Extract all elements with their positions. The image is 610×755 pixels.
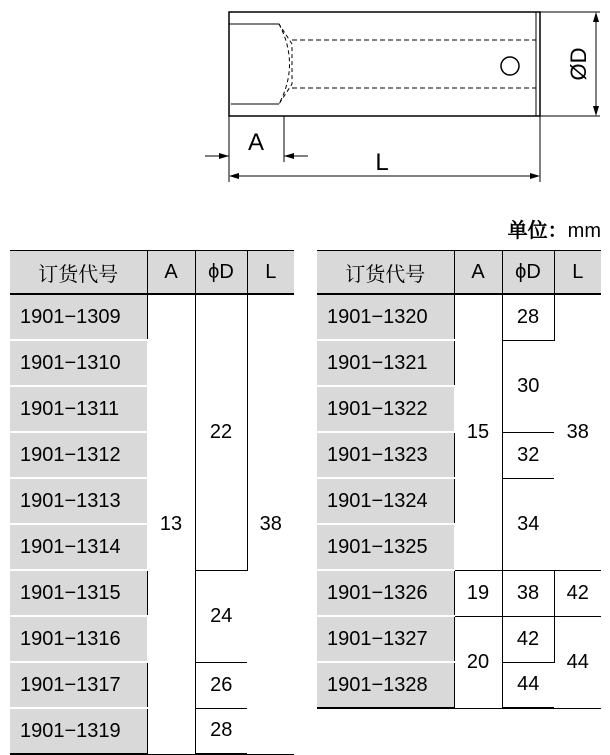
order-code: 1901−1328 bbox=[317, 662, 454, 708]
order-code: 1901−1325 bbox=[317, 524, 454, 570]
header-d: ϕD bbox=[502, 251, 554, 295]
socket-drawing bbox=[0, 0, 610, 200]
table-row bbox=[10, 294, 294, 340]
value-l: 44 bbox=[554, 616, 601, 708]
order-code: 1901−1324 bbox=[317, 478, 454, 524]
header-a: A bbox=[454, 251, 502, 295]
value-d: 26 bbox=[195, 662, 247, 708]
pin-hole bbox=[501, 57, 519, 75]
value-d: 38 bbox=[502, 570, 554, 616]
order-code: 1901−1314 bbox=[10, 524, 147, 570]
value-d: 32 bbox=[502, 432, 554, 478]
table-row bbox=[317, 570, 601, 616]
value-a: 15 bbox=[454, 294, 502, 570]
socket-body bbox=[229, 12, 540, 116]
dim-a-arrow-left bbox=[219, 153, 229, 159]
order-code: 1901−1310 bbox=[10, 340, 147, 386]
value-l: 42 bbox=[554, 570, 601, 616]
table-header-row bbox=[10, 251, 294, 295]
order-code: 1901−1316 bbox=[10, 616, 147, 662]
header-code: 订货代号 bbox=[10, 251, 147, 295]
dim-d-arrow-bottom bbox=[593, 106, 599, 116]
order-code: 1901−1309 bbox=[10, 294, 147, 340]
order-code: 1901−1317 bbox=[10, 662, 147, 708]
order-code: 1901−1326 bbox=[317, 570, 454, 616]
order-code: 1901−1322 bbox=[317, 386, 454, 432]
order-code: 1901−1321 bbox=[317, 340, 454, 386]
order-code: 1901−1315 bbox=[10, 570, 147, 616]
value-a: 13 bbox=[147, 294, 195, 754]
spec-table-right bbox=[317, 250, 601, 709]
dim-l-arrow-left bbox=[229, 173, 239, 179]
order-code: 1901−1311 bbox=[10, 386, 147, 432]
dim-a-label: A bbox=[247, 129, 265, 156]
header-code: 订货代号 bbox=[317, 251, 454, 295]
unit-label: 单位： bbox=[507, 220, 568, 242]
spec-table-left bbox=[10, 250, 294, 755]
dim-l-arrow-right bbox=[530, 173, 540, 179]
value-a: 19 bbox=[454, 570, 502, 616]
value-d: 28 bbox=[502, 294, 554, 340]
order-code: 1901−1327 bbox=[317, 616, 454, 662]
table-row bbox=[317, 294, 601, 340]
header-l: L bbox=[554, 251, 601, 295]
value-l: 38 bbox=[554, 294, 601, 570]
value-d: 22 bbox=[195, 294, 247, 570]
order-code: 1901−1319 bbox=[10, 708, 147, 754]
unit-note bbox=[508, 214, 601, 243]
value-d: 42 bbox=[502, 616, 554, 662]
value-d: 24 bbox=[195, 570, 247, 662]
value-l: 38 bbox=[247, 294, 294, 754]
order-code: 1901−1320 bbox=[317, 294, 454, 340]
dim-d-arrow-top bbox=[593, 12, 599, 22]
value-d: 30 bbox=[502, 340, 554, 432]
header-a: A bbox=[147, 251, 195, 295]
value-d: 34 bbox=[502, 478, 554, 570]
value-d: 28 bbox=[195, 708, 247, 754]
dim-a-arrow-right bbox=[284, 153, 294, 159]
value-a: 20 bbox=[454, 616, 502, 708]
unit-value: mm bbox=[567, 220, 601, 242]
header-d: ϕD bbox=[195, 251, 247, 295]
value-d: 44 bbox=[502, 662, 554, 708]
order-code: 1901−1313 bbox=[10, 478, 147, 524]
order-code: 1901−1323 bbox=[317, 432, 454, 478]
table-header-row bbox=[317, 251, 601, 295]
dim-l-label: L bbox=[375, 149, 389, 176]
table-row bbox=[317, 616, 601, 662]
dim-d-label: ØD bbox=[566, 47, 591, 81]
header-l: L bbox=[247, 251, 294, 295]
order-code: 1901−1312 bbox=[10, 432, 147, 478]
